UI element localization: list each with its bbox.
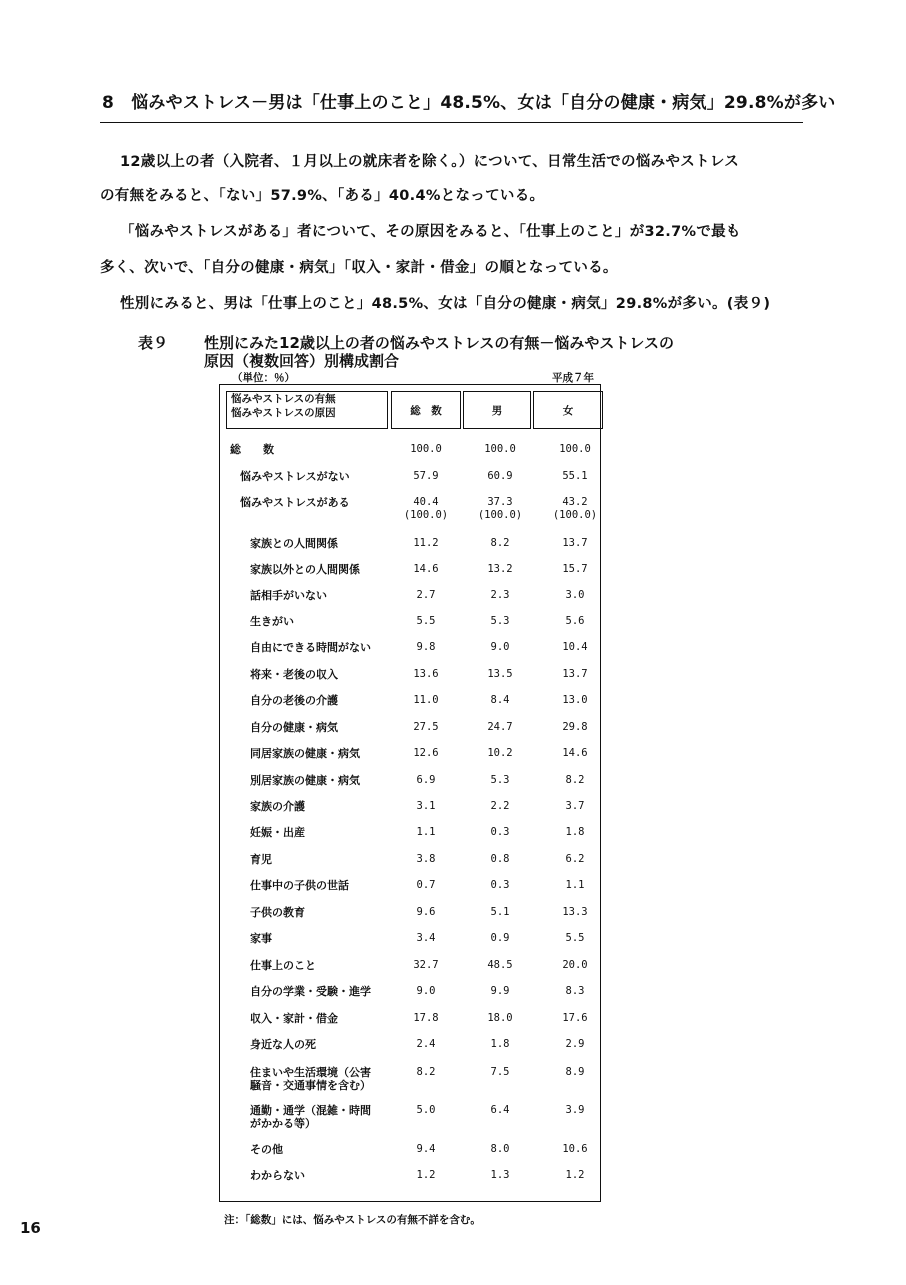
- cell-total: 3.1: [416, 800, 436, 812]
- cell-female: 10.6: [562, 1143, 588, 1155]
- cell-total: 3.4: [416, 932, 436, 944]
- table-title-line-1: 性別にみた12歳以上の者の悩みやストレスの有無－悩みやストレスの: [204, 334, 674, 352]
- cell-female: 2.9: [565, 1038, 585, 1050]
- table-row: [0, 615, 906, 641]
- cell-male: 1.8: [490, 1038, 510, 1050]
- cell-total: 32.7: [413, 959, 439, 971]
- row-label: 子供の教育: [250, 906, 305, 919]
- cell-female: 13.0: [562, 694, 588, 706]
- cell-male: 8.0: [490, 1143, 510, 1155]
- row-label: 収入・家計・借金: [250, 1012, 338, 1025]
- table-row: [0, 747, 906, 773]
- cell-female: 14.6: [562, 747, 588, 759]
- cell-total: 8.2: [416, 1066, 436, 1078]
- cell-total: 11.0: [413, 694, 439, 706]
- cell-male: 18.0: [487, 1012, 513, 1024]
- table-row: [0, 668, 906, 694]
- header-label-line-2: 悩みやストレスの原因: [231, 407, 336, 419]
- table-row: [0, 470, 906, 496]
- cell-male: 9.0: [490, 641, 510, 653]
- row-label: 自分の健康・病気: [250, 721, 338, 734]
- table-row: [0, 641, 906, 667]
- table-row: [0, 694, 906, 720]
- cell-female: 10.4: [562, 641, 588, 653]
- row-label: 家族以外との人間関係: [250, 563, 360, 576]
- cell-total: 57.9: [413, 470, 439, 482]
- row-label: 家族との人間関係: [250, 537, 338, 550]
- cell-female: 6.2: [565, 853, 585, 865]
- cell-male: 7.5: [490, 1066, 510, 1078]
- cell-male: 6.4: [490, 1104, 510, 1116]
- cell-total: 100.0: [410, 443, 442, 455]
- cell-male: 60.9: [487, 470, 513, 482]
- table-note: 注：「総数」には、悩みやストレスの有無不詳を含む。: [224, 1214, 481, 1226]
- table-row: [0, 853, 906, 879]
- row-label: 自由にできる時間がない: [250, 641, 371, 654]
- table-row: [0, 721, 906, 747]
- cell-male: 8.2: [490, 537, 510, 549]
- cell-male: 9.9: [490, 985, 510, 997]
- cell-total: 17.8: [413, 1012, 439, 1024]
- table-row: [0, 774, 906, 800]
- cell-female: 20.0: [562, 959, 588, 971]
- row-label: 妊娠・出産: [250, 826, 305, 839]
- row-label: 生きがい: [250, 615, 294, 628]
- row-label: 悩みやストレスがない: [240, 470, 350, 483]
- cell-total: 1.2: [416, 1169, 436, 1181]
- cell-male-base: (100.0): [477, 509, 523, 521]
- cell-female: 5.5: [565, 932, 585, 944]
- table-number: 表９: [138, 334, 169, 352]
- table-row: [0, 959, 906, 985]
- cell-total: 5.0: [416, 1104, 436, 1116]
- cell-total: 9.4: [416, 1143, 436, 1155]
- table-row: [0, 1169, 906, 1195]
- cell-total: 3.8: [416, 853, 436, 865]
- row-label: 自分の老後の介護: [250, 694, 338, 707]
- cell-total: 9.8: [416, 641, 436, 653]
- cell-female: 13.7: [562, 537, 588, 549]
- cell-total: 6.9: [416, 774, 436, 786]
- row-label-line-2: がかかる等）: [250, 1117, 316, 1130]
- row-label: その他: [250, 1143, 283, 1156]
- table-row: [0, 1066, 906, 1092]
- cell-female: 100.0: [559, 443, 591, 455]
- cell-male: 10.2: [487, 747, 513, 759]
- cell-male: 0.3: [490, 826, 510, 838]
- row-label: 家事: [250, 932, 272, 945]
- cell-male: 5.3: [490, 774, 510, 786]
- row-label: 住まいや生活環境（公害: [250, 1066, 371, 1079]
- cell-female: 29.8: [562, 721, 588, 733]
- row-label: 悩みやストレスがある: [240, 496, 350, 509]
- cell-female: 55.1: [562, 470, 588, 482]
- cell-female: 3.0: [565, 589, 585, 601]
- cell-total: 40.4: [413, 496, 439, 508]
- cell-female: 3.9: [565, 1104, 585, 1116]
- table-row: [0, 589, 906, 615]
- table-row: [0, 1143, 906, 1169]
- header-label-line-1: 悩みやストレスの有無: [231, 393, 336, 405]
- row-label: 身近な人の死: [250, 1038, 316, 1051]
- cell-female: 17.6: [562, 1012, 588, 1024]
- table-row: [0, 932, 906, 958]
- row-label: 家族の介護: [250, 800, 305, 813]
- table-row: [0, 985, 906, 1011]
- paragraph-2-line-1: 「悩みやストレスがある」者について、その原因をみると、「仕事上のこと」が32.7%で最も: [120, 224, 741, 240]
- cell-male: 13.2: [487, 563, 513, 575]
- paragraph-2-line-2: 多く、次いで、「自分の健康・病気」「収入・家計・借金」の順となっている。: [100, 260, 618, 276]
- cell-male: 8.4: [490, 694, 510, 706]
- cell-female: 8.3: [565, 985, 585, 997]
- cell-female: 5.6: [565, 615, 585, 627]
- row-label: 通勤・通学（混雑・時間: [250, 1104, 371, 1117]
- cell-female-base: (100.0): [552, 509, 598, 521]
- heading-rule: [100, 122, 803, 123]
- table-row: [0, 563, 906, 589]
- cell-total: 13.6: [413, 668, 439, 680]
- cell-male: 1.3: [490, 1169, 510, 1181]
- cell-total: 5.5: [416, 615, 436, 627]
- row-label: 話相手がいない: [250, 589, 327, 602]
- cell-total: 2.4: [416, 1038, 436, 1050]
- cell-male: 2.2: [490, 800, 510, 812]
- cell-female: 1.1: [565, 879, 585, 891]
- table-unit: （単位：％）: [232, 372, 295, 384]
- cell-male: 0.3: [490, 879, 510, 891]
- table-title-line-2: 原因（複数回答）別構成割合: [204, 352, 400, 370]
- table-row: [0, 1012, 906, 1038]
- row-label: 同居家族の健康・病気: [250, 747, 360, 760]
- cell-female: 3.7: [565, 800, 585, 812]
- cell-total: 27.5: [413, 721, 439, 733]
- cell-female: 8.9: [565, 1066, 585, 1078]
- header-male: 男: [463, 391, 531, 429]
- paragraph-1-line-2: の有無をみると、「ない」57.9%、「ある」40.4%となっている。: [100, 188, 545, 204]
- table-row: [0, 826, 906, 852]
- cell-total: 2.7: [416, 589, 436, 601]
- cell-total: 9.0: [416, 985, 436, 997]
- cell-total-base: (100.0): [403, 509, 449, 521]
- paragraph-3: 性別にみると、男は「仕事上のこと」48.5%、女は「自分の健康・病気」29.8%が多い。(表９): [120, 296, 771, 312]
- row-label: わからない: [250, 1169, 305, 1182]
- table-row: [0, 879, 906, 905]
- table-year: 平成７年: [552, 372, 594, 384]
- header-total: 総 数: [391, 391, 461, 429]
- table-row: [0, 800, 906, 826]
- cell-total: 12.6: [413, 747, 439, 759]
- cell-male: 5.1: [490, 906, 510, 918]
- cell-total: 14.6: [413, 563, 439, 575]
- cell-female: 43.2: [562, 496, 588, 508]
- cell-female: 1.8: [565, 826, 585, 838]
- section-heading: 8 悩みやストレス－男は「仕事上のこと」48.5%、女は「自分の健康・病気」29.8%が多い: [102, 93, 836, 113]
- cell-male: 37.3: [487, 496, 513, 508]
- cell-female: 13.7: [562, 668, 588, 680]
- cell-total: 1.1: [416, 826, 436, 838]
- row-label: 仕事中の子供の世話: [250, 879, 349, 892]
- cell-female: 13.3: [562, 906, 588, 918]
- row-label: 仕事上のこと: [250, 959, 316, 972]
- row-label: 育児: [250, 853, 272, 866]
- cell-male: 13.5: [487, 668, 513, 680]
- page-number: 16: [20, 1219, 41, 1237]
- cell-total: 11.2: [413, 537, 439, 549]
- cell-male: 100.0: [484, 443, 516, 455]
- table-row: [0, 537, 906, 563]
- row-label: 将来・老後の収入: [250, 668, 338, 681]
- header-label-cell: [226, 391, 388, 429]
- cell-male: 24.7: [487, 721, 513, 733]
- cell-total: 9.6: [416, 906, 436, 918]
- cell-female: 1.2: [565, 1169, 585, 1181]
- row-label: 総 数: [230, 443, 274, 456]
- cell-female: 15.7: [562, 563, 588, 575]
- table-row: [0, 496, 906, 522]
- table-row: [0, 1038, 906, 1064]
- row-label-line-2: 騒音・交通事情を含む）: [250, 1079, 371, 1092]
- cell-male: 0.8: [490, 853, 510, 865]
- cell-male: 2.3: [490, 589, 510, 601]
- cell-male: 48.5: [487, 959, 513, 971]
- table-row: [0, 443, 906, 469]
- header-female: 女: [533, 391, 603, 429]
- cell-male: 0.9: [490, 932, 510, 944]
- cell-total: 0.7: [416, 879, 436, 891]
- row-label: 別居家族の健康・病気: [250, 774, 360, 787]
- row-label: 自分の学業・受験・進学: [250, 985, 371, 998]
- cell-female: 8.2: [565, 774, 585, 786]
- paragraph-1-line-1: 12歳以上の者（入院者、１月以上の就床者を除く。）について、日常生活での悩みやストレス: [120, 154, 740, 170]
- cell-male: 5.3: [490, 615, 510, 627]
- table-row: [0, 1104, 906, 1130]
- table-row: [0, 906, 906, 932]
